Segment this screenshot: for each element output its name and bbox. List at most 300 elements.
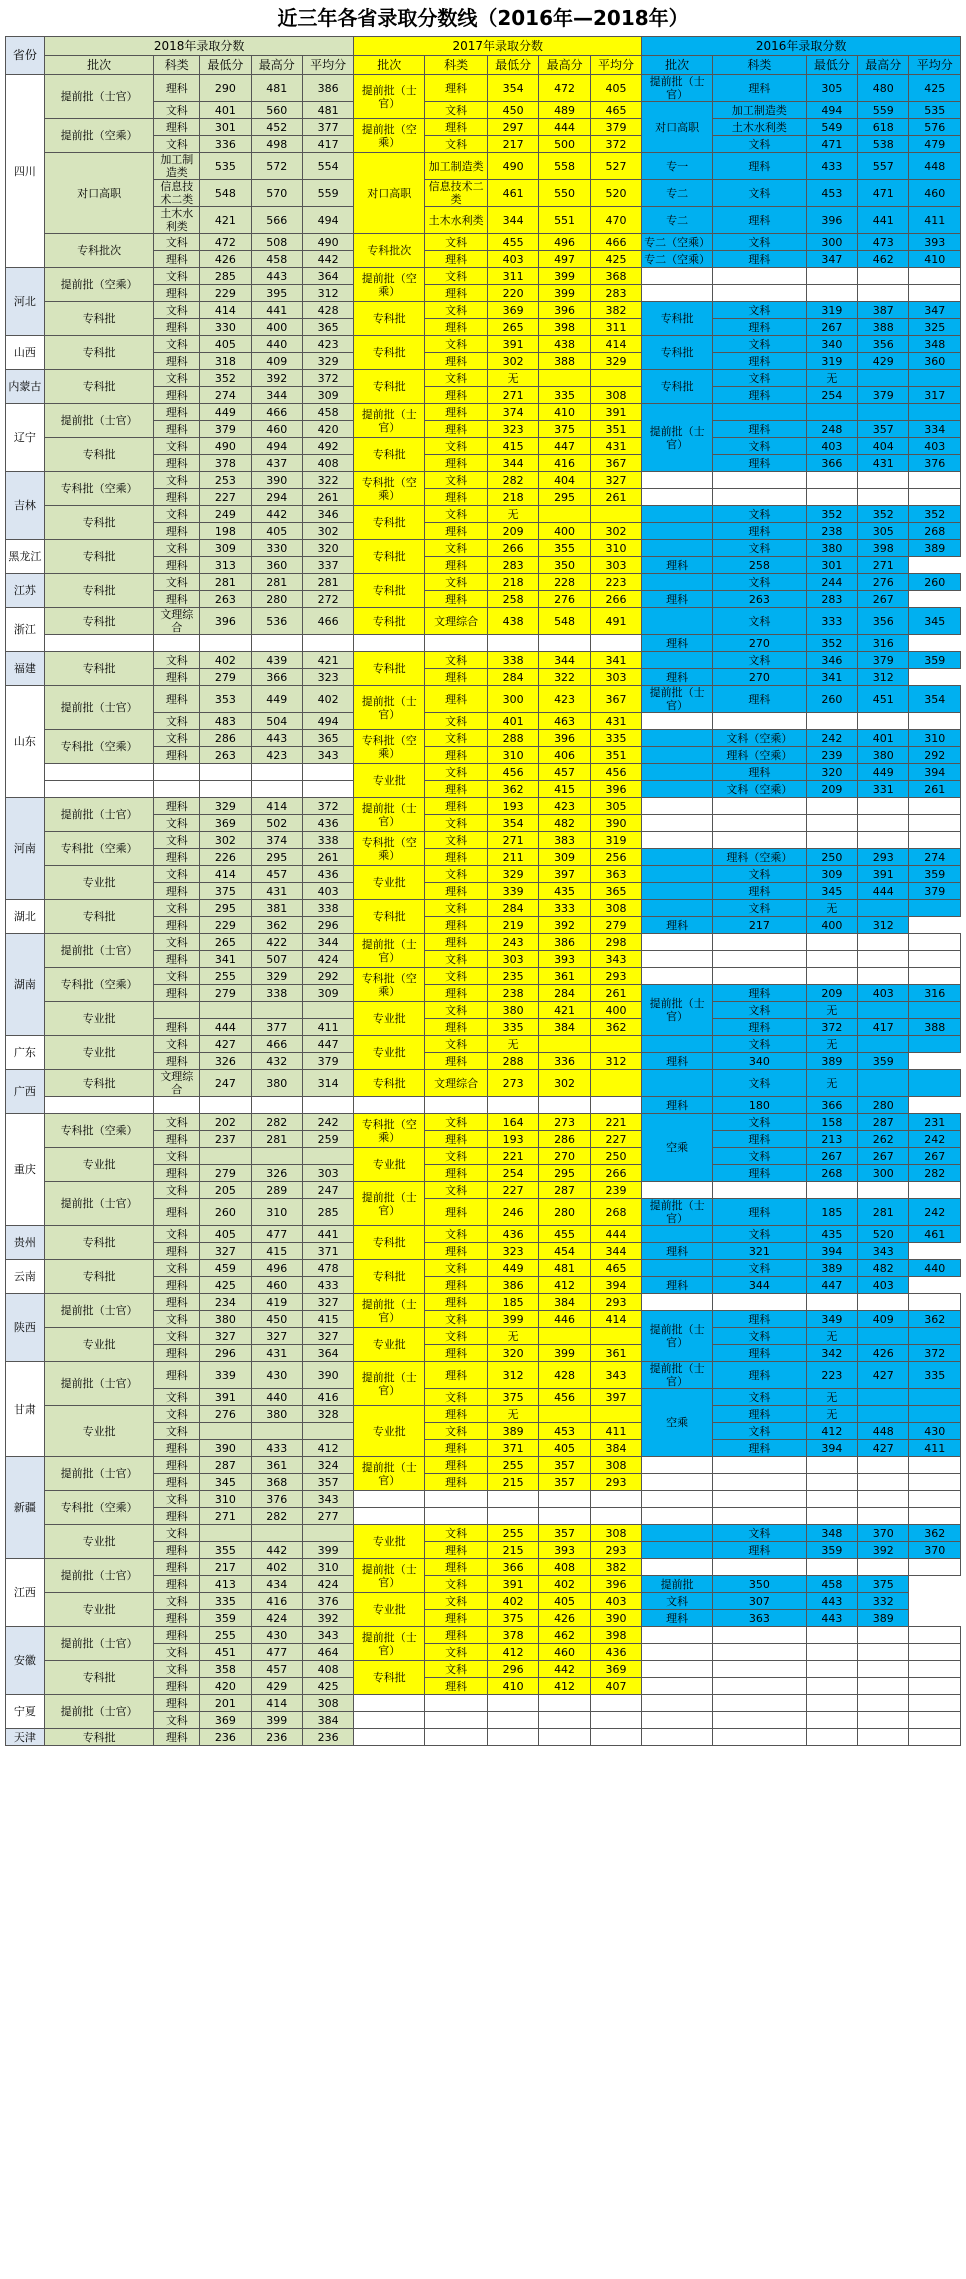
cell-min-2016: 342 [806,1345,857,1362]
cell-max-2016: 356 [858,336,909,353]
cell-subject-2018: 理科 [154,1678,200,1695]
cell-min-2018 [200,1525,251,1542]
cell-min-2018: 405 [200,1226,251,1243]
cell-batch-2016 [642,1491,713,1508]
cell-max-2018: 477 [251,1226,302,1243]
cell-subject-2018: 理科 [154,1199,200,1226]
cell-min-2017 [487,1491,538,1508]
cell-batch-2017: 专业批 [354,1328,425,1362]
cell-avg-2018: 425 [302,1678,353,1695]
cell-max-2018: 390 [251,472,302,489]
cell-avg-2016: 267 [858,591,909,608]
cell-avg-2018: 415 [302,1311,353,1328]
cell-subject-2018: 理科 [154,1053,200,1070]
province-cell: 云南 [6,1260,45,1294]
cell-avg-2017: 367 [590,455,641,472]
cell-max-2018: 310 [251,1199,302,1226]
cell-batch-2016 [642,1729,713,1746]
cell-batch-2018: 提前批（士官） [44,75,154,119]
cell-subject-2016 [713,1559,807,1576]
col-subject-2017: 科类 [425,56,488,75]
cell-min-2018: 296 [200,1345,251,1362]
cell-avg-2016 [909,1712,961,1729]
header-2017: 2017年录取分数 [354,37,642,56]
cell-min-2017: 344 [487,455,538,472]
cell-subject-2017: 文科 [425,866,488,883]
cell-batch-2017: 专科批 [354,608,425,635]
cell-min-2018: 330 [200,319,251,336]
cell-subject-2017: 理科 [425,798,488,815]
cell-subject-2016: 文科 [713,1525,807,1542]
cell-min-2016 [806,1712,857,1729]
cell-max-2018: 362 [251,917,302,934]
cell-min-2018: 358 [200,1661,251,1678]
cell-max-2017: 447 [539,438,590,455]
cell-batch-2017: 专科批 [354,370,425,404]
cell-avg-2018: 343 [302,1491,353,1508]
cell-min-2018: 302 [200,832,251,849]
cell-max-2017: 286 [539,1131,590,1148]
cell-avg-2017 [590,1712,641,1729]
table-row [6,506,961,523]
cell-subject-2017: 文科 [425,438,488,455]
cell-subject-2016: 理科 [713,1311,807,1328]
cell-avg-2016 [909,951,961,968]
cell-min-2016: 333 [806,608,857,635]
cell-min-2018: 271 [200,1508,251,1525]
cell-subject-2017: 理科 [425,747,488,764]
cell-max-2018: 433 [251,1440,302,1457]
table-row [6,1559,961,1576]
cell-avg-2018: 490 [302,234,353,251]
cell-subject-2016 [713,1508,807,1525]
cell-max-2018: 402 [251,1559,302,1576]
cell-min-2018: 249 [200,506,251,523]
cell-max-2017: 357 [539,1457,590,1474]
cell-max-2018: 294 [251,489,302,506]
cell-avg-2017: 394 [590,1277,641,1294]
cell-subject-2016: 理科（空乘） [713,747,807,764]
cell-batch-2016 [642,285,713,302]
header-2018: 2018年录取分数 [44,37,354,56]
cell-batch-2017: 专科批 [354,1260,425,1294]
cell-min-2018: 345 [200,1474,251,1491]
cell-subject-2017: 理科 [425,1053,488,1070]
cell-max-2018: 423 [251,747,302,764]
table-row [6,1070,961,1097]
cell-avg-2016: 362 [909,1525,961,1542]
cell-avg-2017 [590,1406,641,1423]
cell-max-2018: 330 [251,540,302,557]
col-subject-2018: 科类 [154,56,200,75]
cell-min-2016 [806,713,857,730]
cell-max-2016 [858,1474,909,1491]
province-cell: 河北 [6,268,45,336]
cell-min-2018: 260 [200,1199,251,1226]
cell-avg-2016 [909,370,961,387]
cell-batch-2018: 专科批 [44,1070,154,1097]
cell-avg-2018: 466 [302,608,353,635]
cell-avg-2018: 428 [302,302,353,319]
cell-subject-2016: 理科 [642,1053,713,1070]
cell-max-2018: 440 [251,336,302,353]
cell-max-2016: 356 [858,608,909,635]
cell-batch-2016 [642,1712,713,1729]
cell-min-2016 [806,1559,857,1576]
table-row [6,370,961,387]
score-table [5,36,961,1746]
cell-subject-2016: 理科 [642,1097,713,1114]
cell-min-2017: 219 [487,917,538,934]
cell-avg-2016: 461 [909,1226,961,1243]
cell-subject-2016: 文科 [713,234,807,251]
cell-min-2018: 281 [200,574,251,591]
cell-max-2016: 403 [858,985,909,1002]
cell-subject-2018: 土木水利类 [154,207,200,234]
cell-avg-2017: 369 [590,1661,641,1678]
cell-avg-2018: 399 [302,1542,353,1559]
cell-min-2017: 311 [487,268,538,285]
col-min-2016: 最低分 [806,56,857,75]
cell-max-2018: 376 [251,1491,302,1508]
cell-avg-2017: 279 [590,917,641,934]
cell-max-2018: 368 [251,1474,302,1491]
cell-max-2017: 444 [539,119,590,136]
cell-max-2017: 412 [539,1678,590,1695]
cell-min-2017: 282 [487,472,538,489]
cell-min-2016 [806,815,857,832]
cell-subject-2016: 文科 [713,652,807,669]
cell-min-2016: 340 [806,336,857,353]
cell-min-2017: 283 [487,557,538,574]
cell-min-2018: 313 [200,557,251,574]
cell-min-2017 [487,1097,538,1114]
cell-min-2016 [806,968,857,985]
cell-subject-2017 [425,1508,488,1525]
cell-batch-2017: 专业批 [354,764,425,798]
cell-min-2018: 285 [200,268,251,285]
cell-avg-2016: 242 [909,1131,961,1148]
cell-subject-2018: 理科 [154,985,200,1002]
cell-subject-2018: 理科 [154,319,200,336]
cell-min-2017: 456 [487,764,538,781]
cell-avg-2017: 414 [590,336,641,353]
cell-max-2017: 398 [539,319,590,336]
table-row [6,302,961,319]
cell-max-2018: 443 [251,730,302,747]
cell-batch-2018: 专科批 [44,608,154,635]
cell-avg-2016 [909,1002,961,1019]
cell-subject-2016 [713,285,807,302]
cell-min-2017: 235 [487,968,538,985]
cell-avg-2018: 421 [302,652,353,669]
cell-subject-2018: 理科 [154,591,200,608]
cell-subject-2018: 文科 [154,1593,200,1610]
cell-batch-2017 [354,1712,425,1729]
cell-avg-2018: 364 [302,268,353,285]
col-min-2017: 最低分 [487,56,538,75]
cell-avg-2018: 478 [302,1260,353,1277]
cell-batch-2016 [642,815,713,832]
cell-avg-2017: 436 [590,1644,641,1661]
cell-min-2017: 455 [487,234,538,251]
col-subject-2016: 科类 [713,56,807,75]
cell-avg-2016 [909,489,961,506]
cell-subject-2018: 文科 [154,302,200,319]
cell-min-2016: 340 [713,1053,807,1070]
cell-subject-2016 [713,1182,807,1199]
cell-avg-2017: 344 [590,1243,641,1260]
cell-batch-2017: 提前批（士官） [354,686,425,730]
cell-subject-2016 [713,1712,807,1729]
cell-subject-2017: 理科 [425,455,488,472]
cell-min-2016 [806,1627,857,1644]
cell-avg-2018: 481 [302,102,353,119]
province-cell: 甘肃 [6,1362,45,1457]
cell-max-2017: 416 [539,455,590,472]
cell-max-2017 [539,1097,590,1114]
cell-avg-2018: 441 [302,1226,353,1243]
cell-min-2018: 355 [200,1542,251,1559]
cell-max-2016 [858,1695,909,1712]
cell-max-2017 [539,506,590,523]
cell-min-2016: 238 [806,523,857,540]
cell-subject-2016: 理科 [642,1610,713,1627]
cell-min-2018: 276 [200,1406,251,1423]
cell-avg-2017: 363 [590,866,641,883]
cell-max-2017 [539,1729,590,1746]
cell-subject-2018: 文科 [154,234,200,251]
cell-max-2018: 424 [251,1610,302,1627]
cell-min-2016: 270 [713,635,807,652]
cell-min-2016 [806,1644,857,1661]
cell-avg-2017: 302 [590,523,641,540]
cell-subject-2018: 文科 [154,713,200,730]
cell-batch-2016 [642,1070,713,1097]
cell-subject-2017: 土木水利类 [425,207,488,234]
cell-batch-2018: 对口高职 [44,153,154,234]
cell-avg-2017: 298 [590,934,641,951]
cell-min-2016: 300 [806,234,857,251]
cell-subject-2017: 文科 [425,1182,488,1199]
cell-batch-2018: 专科批 [44,1260,154,1294]
cell-batch-2016: 空乘 [642,1114,713,1182]
cell-min-2017: 303 [487,951,538,968]
cell-min-2018: 202 [200,1114,251,1131]
table-row [6,153,961,180]
cell-batch-2018: 专业批 [44,1525,154,1559]
cell-max-2016: 380 [858,747,909,764]
cell-avg-2018: 416 [302,1389,353,1406]
cell-min-2016: 320 [806,764,857,781]
cell-max-2018: 466 [251,1036,302,1053]
cell-subject-2017: 文科 [425,506,488,523]
cell-max-2016: 426 [858,1345,909,1362]
cell-max-2016 [858,1294,909,1311]
cell-max-2016: 618 [858,119,909,136]
cell-min-2018: 217 [200,1559,251,1576]
cell-subject-2018: 文科 [154,866,200,883]
table-row [6,472,961,489]
cell-min-2018: 198 [200,523,251,540]
cell-min-2017: 403 [487,251,538,268]
cell-avg-2017: 308 [590,900,641,917]
cell-subject-2017 [425,635,488,652]
cell-avg-2018: 364 [302,1345,353,1362]
cell-max-2018: 338 [251,985,302,1002]
cell-max-2018: 441 [251,302,302,319]
cell-subject-2018: 理科 [154,1610,200,1627]
table-row [6,1036,961,1053]
cell-avg-2018: 338 [302,832,353,849]
cell-max-2018: 572 [251,153,302,180]
cell-min-2017: 389 [487,1423,538,1440]
cell-min-2017: 344 [487,207,538,234]
cell-batch-2016: 空乘 [642,1389,713,1457]
cell-subject-2018: 理科 [154,1576,200,1593]
cell-min-2017: 375 [487,1610,538,1627]
cell-min-2016: 549 [806,119,857,136]
cell-min-2017: 227 [487,1182,538,1199]
table-row [6,268,961,285]
cell-batch-2017: 提前批（士官） [354,1457,425,1491]
cell-batch-2017: 提前批（空乘） [354,268,425,302]
cell-min-2017: 185 [487,1294,538,1311]
cell-batch-2017: 专科批（空乘） [354,730,425,764]
cell-batch-2016 [642,1457,713,1474]
cell-batch-2017: 提前批（空乘） [354,119,425,153]
cell-subject-2016 [713,268,807,285]
cell-avg-2016: 394 [909,764,961,781]
cell-batch-2018: 提前批（士官） [44,1695,154,1729]
cell-avg-2016: 411 [909,1440,961,1457]
cell-min-2016: 260 [806,686,857,713]
cell-avg-2018: 436 [302,866,353,883]
cell-batch-2016: 专二 [642,180,713,207]
cell-batch-2017: 专科批 [354,1661,425,1695]
cell-avg-2017: 397 [590,1389,641,1406]
cell-subject-2016 [713,968,807,985]
table-row [6,438,961,455]
cell-subject-2018: 理科 [154,557,200,574]
cell-subject-2016: 理科 [713,319,807,336]
cell-avg-2017: 327 [590,472,641,489]
cell-subject-2018: 理科 [154,1294,200,1311]
table-row [6,234,961,251]
cell-batch-2016 [642,764,713,781]
cell-min-2017: 221 [487,1148,538,1165]
cell-subject-2018: 文科 [154,1311,200,1328]
cell-min-2017: 266 [487,540,538,557]
cell-max-2018 [251,781,302,798]
cell-min-2016 [806,472,857,489]
cell-avg-2016 [909,1474,961,1491]
province-cell: 辽宁 [6,404,45,472]
cell-subject-2017: 文科 [425,1644,488,1661]
cell-avg-2018: 372 [302,370,353,387]
cell-subject-2017: 文科 [425,764,488,781]
cell-subject-2018: 理科 [154,798,200,815]
cell-max-2017: 388 [539,353,590,370]
cell-max-2018 [251,1002,302,1019]
cell-min-2018: 279 [200,669,251,686]
cell-subject-2016 [713,1457,807,1474]
cell-max-2018: 329 [251,968,302,985]
cell-avg-2016: 268 [909,523,961,540]
cell-batch-2018 [44,1097,154,1114]
cell-avg-2016 [909,798,961,815]
cell-avg-2018: 261 [302,849,353,866]
cell-batch-2018: 提前批（士官） [44,798,154,832]
cell-max-2018: 498 [251,136,302,153]
cell-avg-2018: 312 [302,285,353,302]
cell-avg-2016: 362 [909,1311,961,1328]
cell-avg-2016: 260 [909,574,961,591]
cell-min-2017: 218 [487,489,538,506]
cell-avg-2016: 393 [909,234,961,251]
cell-max-2016: 281 [858,1199,909,1226]
cell-subject-2018: 理科 [154,489,200,506]
cell-max-2018: 282 [251,1114,302,1131]
cell-subject-2016 [713,951,807,968]
cell-min-2018: 459 [200,1260,251,1277]
cell-batch-2018: 专业批 [44,1148,154,1182]
cell-min-2016: 352 [806,506,857,523]
cell-subject-2018: 文科 [154,934,200,951]
cell-min-2018: 265 [200,934,251,951]
cell-batch-2018: 专科批（空乘） [44,1114,154,1148]
cell-avg-2016: 292 [909,747,961,764]
cell-batch-2016: 专科批 [642,370,713,404]
cell-batch-2016 [642,798,713,815]
cell-batch-2018: 提前批（士官） [44,1559,154,1593]
province-cell: 江苏 [6,574,45,608]
cell-subject-2016: 文科 [713,302,807,319]
cell-min-2016: 无 [806,370,857,387]
cell-min-2017 [487,1508,538,1525]
cell-subject-2018: 文科 [154,1525,200,1542]
cell-max-2017: 399 [539,285,590,302]
cell-min-2018: 279 [200,1165,251,1182]
cell-subject-2017: 理科 [425,686,488,713]
table-row [6,1097,961,1114]
cell-subject-2017 [425,1491,488,1508]
cell-subject-2017: 文科 [425,1593,488,1610]
cell-subject-2016: 文科 [713,1002,807,1019]
cell-max-2016: 394 [806,1243,857,1260]
table-row [6,866,961,883]
cell-subject-2016 [713,713,807,730]
cell-subject-2017: 文科 [425,1525,488,1542]
cell-batch-2017: 专科批 [354,652,425,686]
cell-min-2018 [200,764,251,781]
cell-avg-2016: 325 [909,319,961,336]
cell-min-2016: 307 [713,1593,807,1610]
cell-avg-2018 [302,781,353,798]
cell-min-2018: 339 [200,1362,251,1389]
cell-subject-2018: 文科 [154,832,200,849]
cell-avg-2017: 414 [590,1311,641,1328]
cell-subject-2017: 理科 [425,883,488,900]
cell-min-2018: 237 [200,1131,251,1148]
cell-max-2017: 408 [539,1559,590,1576]
cell-batch-2016: 专科批 [642,336,713,370]
cell-max-2016 [858,951,909,968]
cell-batch-2017 [354,1491,425,1508]
table-row [6,1406,961,1423]
cell-subject-2017: 文理综合 [425,1070,488,1097]
cell-batch-2017: 专业批 [354,1036,425,1070]
